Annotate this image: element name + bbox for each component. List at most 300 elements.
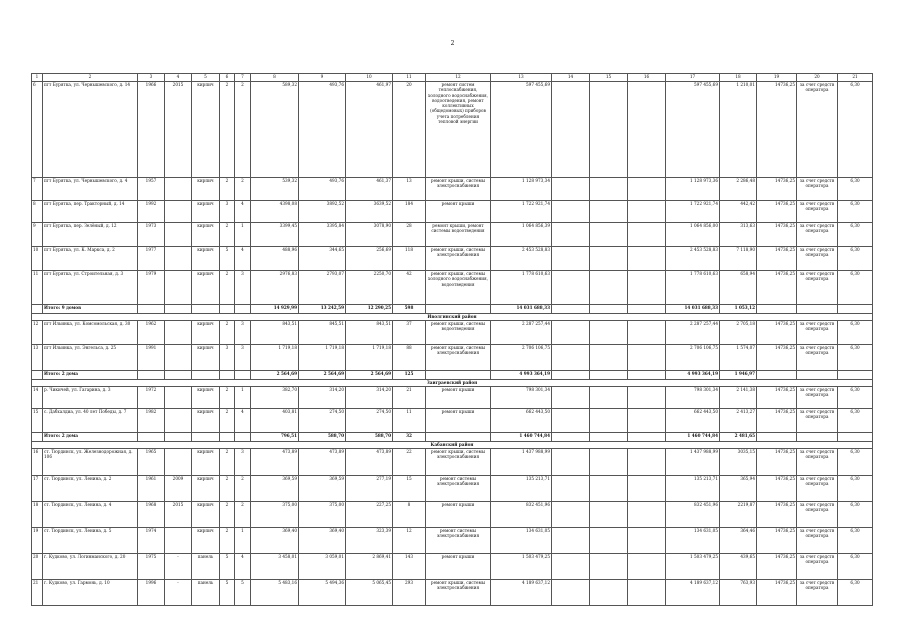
table-cell: 6,30 [838,449,873,476]
table-cell: ремонт крыши, системы электроснабжения [426,178,491,201]
table-cell: 597 455,69 [666,82,720,178]
table-cell: 14736,25 [757,223,797,247]
table-cell [165,305,192,314]
table-cell [552,502,590,528]
table-cell [590,271,628,305]
table-cell: 1 722 921,74 [491,201,552,223]
table-cell [628,178,666,201]
table-cell: 1996 [138,580,165,606]
table-cell: 369,40 [299,528,346,554]
table-cell: 2 287 257,44 [491,321,552,345]
table-cell [590,387,628,409]
table-cell: 6,30 [838,271,873,305]
table-cell: 14736,25 [757,345,797,371]
table-cell: 1 [235,528,251,554]
table-cell: 6,30 [838,580,873,606]
table-cell: 1957 [138,178,165,201]
table-cell: 2 564,69 [346,371,393,380]
table-cell: 5 [220,580,235,606]
column-number: 6 [220,74,235,82]
table-cell: - [165,580,192,606]
table-cell: 1 [235,223,251,247]
table-cell [590,433,628,442]
table-cell: 1 437 988,99 [491,449,552,476]
table-cell [552,449,590,476]
table-cell [552,247,590,271]
table-cell: за счет средств оператора [797,409,838,433]
table-cell [552,345,590,371]
district-section-row [32,314,873,321]
table-cell: 589,32 [251,82,299,178]
table-cell: пгт Бурятка, пер. Зелёный, д. 12 [43,223,138,247]
table-cell [628,433,666,442]
table-cell: 3395,84 [299,223,346,247]
table-cell: 11 [32,271,43,305]
table-cell: р. Чикичей, ул. Гагарина, д. 3 [43,387,138,409]
table-cell: 1973 [138,223,165,247]
subtotal-row [32,371,873,380]
page-number: 2 [450,40,455,47]
table-row [32,321,873,345]
table-cell: 843,51 [346,321,393,345]
table-cell: за счет средств оператора [797,476,838,502]
table-cell: ремонт крыши [426,387,491,409]
district-name: Иволгинский район [32,314,873,321]
table-cell: 1 574,07 [720,345,757,371]
table-cell: 88 [393,345,426,371]
table-cell: 4 [235,409,251,433]
table-cell: 369,59 [299,476,346,502]
table-cell [590,528,628,554]
column-number: 4 [165,74,192,82]
table-cell: 21 [32,580,43,606]
table-cell: кирпич [192,82,220,178]
table-cell: 6,30 [838,476,873,502]
table-cell: кирпич [192,271,220,305]
table-cell: 1982 [138,409,165,433]
table-cell [235,433,251,442]
table-cell: 6,30 [838,178,873,201]
table-cell: 1961 [138,476,165,502]
table-cell: 2 564,69 [299,371,346,380]
table-cell: 6,30 [838,387,873,409]
table-cell: 2 [235,82,251,178]
table-row [32,476,873,502]
table-cell [220,433,235,442]
table-cell [552,476,590,502]
table-cell [628,271,666,305]
column-number: 14 [552,74,590,82]
table-cell: 8 [393,502,426,528]
table-cell: кирпич [192,321,220,345]
table-cell: 12 [32,321,43,345]
table-cell: 6,30 [838,502,873,528]
table-cell: панель [192,580,220,606]
table-cell [552,528,590,554]
table-cell: кирпич [192,247,220,271]
table-cell: 14736,25 [757,528,797,554]
table-cell: 227,25 [346,502,393,528]
table-cell: 597 455,69 [491,82,552,178]
table-cell [192,433,220,442]
table-cell: 6,30 [838,528,873,554]
table-cell [757,433,797,442]
table-cell: 16 [32,449,43,476]
table-cell: 314,20 [299,387,346,409]
table-cell: 4 189 637,12 [491,580,552,606]
table-cell [32,305,43,314]
table-cell: пгт Бурятка, ул. Чернышевского, д. 14 [43,82,138,178]
column-number: 18 [720,74,757,82]
table-cell [590,476,628,502]
table-row [32,247,873,271]
table-cell: 1974 [138,528,165,554]
table-cell [426,305,491,314]
table-cell [165,449,192,476]
table-cell: ремонт системы электроснабжения [426,528,491,554]
table-cell: 364,46 [720,528,757,554]
table-cell [32,433,43,442]
table-cell [192,305,220,314]
table-cell: 488,96 [251,247,299,271]
table-cell: ремонт крыши, системы электроснабжения [426,580,491,606]
table-cell [628,449,666,476]
column-number: 15 [590,74,628,82]
table-cell: ст. Тюрдинск, ул. Железнодорожная, д. 106 [43,449,138,476]
table-cell: 1979 [138,271,165,305]
table-cell: 2 481,65 [720,433,757,442]
table-cell [220,305,235,314]
table-cell: 20 [32,554,43,580]
table-cell [838,371,873,380]
column-number-row [32,74,873,82]
table-cell: 15 [393,476,426,502]
table-cell: 5 494,36 [299,580,346,606]
table-cell: 6,30 [838,247,873,271]
table-cell: 344,65 [299,247,346,271]
table-cell [628,528,666,554]
table-cell: 473,89 [299,449,346,476]
table-cell [628,409,666,433]
table-cell: 1965 [138,449,165,476]
table-cell: 5 [220,554,235,580]
table-cell: 22 [393,449,426,476]
table-cell [165,271,192,305]
table-row [32,449,873,476]
table-cell: за счет средств оператора [797,271,838,305]
table-cell: ст. Тюрдинск, ул. Ленина, д. 4 [43,502,138,528]
table-cell: 2 [220,476,235,502]
table-cell: ремонт крыши, системы электроснабжения [426,247,491,271]
table-cell: 3078,90 [346,223,393,247]
table-cell [165,409,192,433]
table-cell: 2 [220,502,235,528]
table-cell: ремонт крыши [426,201,491,223]
table-cell: 10 [32,247,43,271]
table-cell: кирпич [192,502,220,528]
table-cell: 1 722 921,74 [666,201,720,223]
table-cell: 375,00 [299,502,346,528]
table-cell: за счет средств оператора [797,502,838,528]
table-cell: ст. Тюрдинск, ул. Ленина, д. 2 [43,476,138,502]
table-cell: пгт Бурятка, ул. К. Маркса, д. 2 [43,247,138,271]
table-cell: 14 031 688,33 [666,305,720,314]
table-cell: 2 [220,178,235,201]
table-cell [552,201,590,223]
table-cell: 14736,25 [757,271,797,305]
table-cell: 14736,25 [757,201,797,223]
table-cell [757,305,797,314]
table-cell [235,371,251,380]
table-cell: 37 [393,321,426,345]
table-cell: 1 503 479,25 [491,554,552,580]
table-cell: 2250,70 [346,271,393,305]
table-cell: 14 031 688,33 [491,305,552,314]
table-cell: 14736,25 [757,247,797,271]
table-cell: 14 [32,387,43,409]
table-row [32,554,873,580]
table-cell: 135 213,71 [666,476,720,502]
table-cell: 2 [220,321,235,345]
table-cell: 598 [393,305,426,314]
table-cell: за счет средств оператора [797,554,838,580]
table-cell [165,371,192,380]
column-number: 5 [192,74,220,82]
table-cell: 662 443,50 [491,409,552,433]
column-number: 17 [666,74,720,82]
table-cell: 369,59 [251,476,299,502]
table-cell: 1992 [138,201,165,223]
table-cell: 1991 [138,345,165,371]
table-cell: 588,70 [346,433,393,442]
table-cell: 14736,25 [757,502,797,528]
table-cell: за счет средств оператора [797,580,838,606]
table-cell: за счет средств оператора [797,247,838,271]
table-cell [165,247,192,271]
table-cell [552,82,590,178]
table-cell: 323,39 [346,528,393,554]
table-cell: 1977 [138,247,165,271]
table-cell: 6,30 [838,82,873,178]
table-cell: ст. Тюрдинск, ул. Ленина, д. 5 [43,528,138,554]
table-cell: 1 460 744,84 [666,433,720,442]
table-cell [628,502,666,528]
table-cell: 845,51 [299,321,346,345]
table-cell: 14736,25 [757,580,797,606]
table-cell: 658,94 [720,271,757,305]
table-cell [552,321,590,345]
table-cell: 2 706 106,75 [491,345,552,371]
table-cell: 134 631,05 [666,528,720,554]
table-cell: 42 [393,271,426,305]
table-cell: 7 118,90 [720,247,757,271]
subtotal-row [32,433,873,442]
table-cell: 14736,25 [757,178,797,201]
table-cell: 6,30 [838,409,873,433]
table-cell: 3035,15 [720,449,757,476]
table-cell [590,247,628,271]
table-cell: 2 706 106,75 [666,345,720,371]
table-cell: 15 [32,409,43,433]
column-number: 3 [138,74,165,82]
table-cell: 2793,07 [299,271,346,305]
table-cell [552,371,590,380]
table-cell: Итого: 9 домов [43,305,138,314]
table-cell: 442,42 [720,201,757,223]
table-cell: кирпич [192,476,220,502]
table-cell: кирпич [192,345,220,371]
table-cell: ремонт крыши [426,554,491,580]
table-cell: пгт Ильинка, ул. Энгельса, д. 25 [43,345,138,371]
table-cell: 13 [32,345,43,371]
table-cell: 3892,52 [299,201,346,223]
table-cell: 539,32 [251,178,299,201]
table-cell: 32 [393,433,426,442]
table-cell: 4398,08 [251,201,299,223]
table-cell: 17 [32,476,43,502]
column-number: 19 [757,74,797,82]
table-cell: 256,69 [346,247,393,271]
table-cell: 8 [32,201,43,223]
table-row [32,502,873,528]
table-cell: 274,50 [346,409,393,433]
table-cell: кирпич [192,178,220,201]
table-cell: 4 [235,554,251,580]
table-cell [552,387,590,409]
table-cell: за счет средств оператора [797,345,838,371]
table-cell [552,433,590,442]
table-cell: 4 [235,201,251,223]
table-cell [590,554,628,580]
table-cell [628,345,666,371]
table-cell: 6,30 [838,223,873,247]
table-cell [552,409,590,433]
table-cell: ремонт крыши, ремонт системы водоотведения [426,223,491,247]
column-number: 9 [299,74,346,82]
table-cell: 2 453 528,83 [666,247,720,271]
table-cell [838,305,873,314]
table-cell [590,345,628,371]
table-cell: 461,37 [346,178,393,201]
table-cell [165,387,192,409]
table-cell: кирпич [192,528,220,554]
table-cell: 134 631,05 [491,528,552,554]
table-cell: 314,20 [346,387,393,409]
table-cell: 143 [393,554,426,580]
column-number: 11 [393,74,426,82]
table-cell: 375,00 [251,502,299,528]
table-cell: 3 458,01 [251,554,299,580]
table-row [32,345,873,371]
table-cell: 832 451,96 [491,502,552,528]
column-number: 12 [426,74,491,82]
table-cell: 14736,25 [757,554,797,580]
table-cell: 2 [220,82,235,178]
table-cell: 1 503 479,25 [666,554,720,580]
table-cell: 2015 [165,502,192,528]
table-cell: пгт Бурятка, пер. Тракторный, д. 14 [43,201,138,223]
table-cell: 2009 [165,476,192,502]
table-cell: 14736,25 [757,387,797,409]
table-row [32,580,873,606]
table-cell [590,321,628,345]
column-number: 2 [43,74,138,82]
table-cell: 14736,25 [757,82,797,178]
housing-repair-table [31,73,873,606]
table-cell [165,201,192,223]
table-cell [235,305,251,314]
table-cell [628,371,666,380]
table-cell: 6,30 [838,345,873,371]
table-row [32,82,873,178]
table-cell: панель [192,554,220,580]
table-cell [552,271,590,305]
table-cell: 3 [220,345,235,371]
table-cell [590,178,628,201]
table-cell: 5 [235,580,251,606]
table-cell: 662 443,50 [666,409,720,433]
table-cell: 1 064 856,00 [666,223,720,247]
table-cell: 293 [393,580,426,606]
table-cell [552,223,590,247]
table-cell [590,502,628,528]
table-cell [138,305,165,314]
table-cell: 1 778 610,63 [491,271,552,305]
table-cell [138,433,165,442]
table-cell [165,178,192,201]
column-number: 21 [838,74,873,82]
table-cell: 493,76 [299,82,346,178]
table-cell [590,82,628,178]
table-cell: 588,70 [299,433,346,442]
table-cell [165,433,192,442]
table-cell: 11 [393,409,426,433]
table-cell [590,371,628,380]
table-cell: за счет средств оператора [797,223,838,247]
table-cell: 832 451,96 [666,502,720,528]
table-cell: 5 483,16 [251,580,299,606]
table-cell: пгт Бурятка, ул. Чернышевского, д. 4 [43,178,138,201]
table-row [32,178,873,201]
table-cell: 2 [220,387,235,409]
table-cell: 2976,83 [251,271,299,305]
table-cell: за счет средств оператора [797,82,838,178]
table-cell [426,433,491,442]
table-cell: 1968 [138,502,165,528]
table-cell: 2219,87 [720,502,757,528]
table-cell: 461,97 [346,82,393,178]
table-cell: с. Дабхалдиа, ул. 40 лет Победы, д. 7 [43,409,138,433]
table-cell: 843,51 [251,321,299,345]
table-cell: 1 [235,387,251,409]
table-cell: 20 [393,82,426,178]
table-cell: ремонт крыши, системы электроснабжения [426,345,491,371]
table-cell: за счет средств оператора [797,321,838,345]
table-cell: 2015 [165,82,192,178]
table-cell [628,305,666,314]
table-cell: ремонт крыши [426,502,491,528]
table-cell: г. Кудково, ул. Гармонь, д. 10 [43,580,138,606]
table-cell: 13 242,59 [299,305,346,314]
table-cell: 2 286,48 [720,178,757,201]
table-cell: 12 290,25 [346,305,393,314]
table-cell: ремонт крыши, системы электроснабжения [426,449,491,476]
table-cell: 2 287 257,44 [666,321,720,345]
table-cell [628,554,666,580]
table-cell: 277,19 [346,476,393,502]
table-cell: пгт Бурятка, ул. Строительная, д. 3 [43,271,138,305]
table-row [32,409,873,433]
